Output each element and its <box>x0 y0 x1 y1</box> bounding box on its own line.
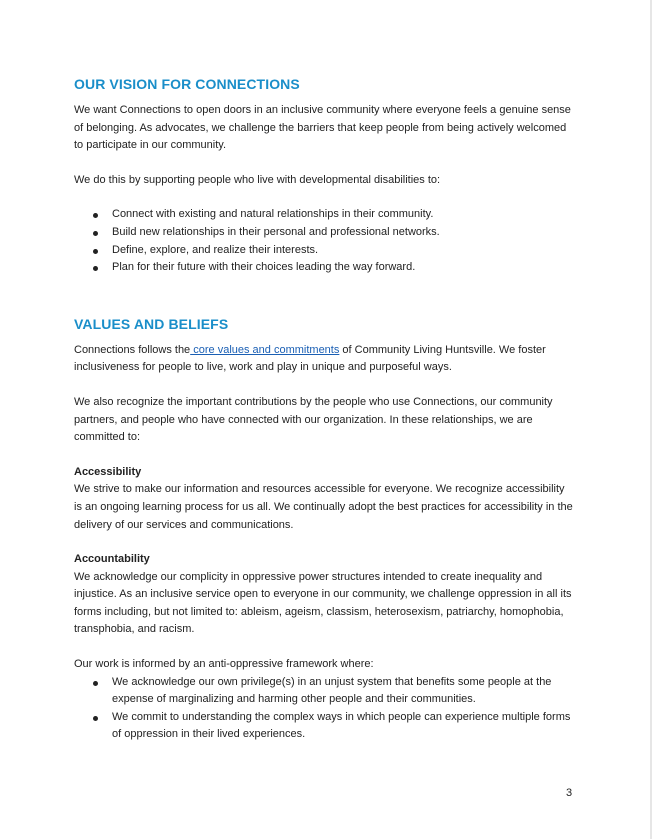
page-content <box>74 74 574 744</box>
values-intro-start: Connections follows the <box>74 343 191 356</box>
accessibility-text: We strive to make our information and resources accessible for everyone. We recognize accessibility is an ongoing learning process for us all. We continually adopt the best practices for accessibility in the delivery of our services and communications. <box>74 483 573 531</box>
values-heading: VALUES AND BELIEFS <box>74 315 229 332</box>
values-contributions: We also recognize the important contributions by the people who use Connections, our community partners, and people who have connected with our organization. In these relationships, we are committed to: <box>74 395 553 444</box>
vision-support-intro: We do this by supporting people who live with developmental disabilities to: <box>74 173 441 186</box>
accountability-text: We acknowledge our complicity in oppressive power structures intended to create inequality and injustice. As an inclusive service open to everyone in our community, we challenge oppression in all its forms including, but not limited to: ableism, ageism, classism, heterosexism, patriarchy, homophobia, transphobia, and racism. <box>74 570 572 636</box>
list-item: We commit to understanding the complex ways in which people can experience multiple forms of oppression in their lived experiences. <box>74 709 574 744</box>
accountability-heading: Accountability <box>74 553 150 566</box>
core-values-link[interactable]: core values and commitments <box>190 343 340 356</box>
list-item: Plan for their future with their choices leading the way forward. <box>74 259 574 277</box>
page-number: 3 <box>566 787 573 799</box>
list-item: Define, explore, and realize their interests. <box>74 242 574 260</box>
list-item: Build new relationships in their personal and professional networks. <box>74 224 574 242</box>
vision-heading: OUR VISION FOR CONNECTIONS <box>74 76 300 92</box>
values-intro <box>74 342 574 377</box>
values-intro-end: of Community Living Huntsville. We foster inclusiveness for people to live, work and play in unique and purposeful ways. <box>74 343 546 374</box>
list-item: Connect with existing and natural relationships in their community. <box>74 206 574 224</box>
framework-intro: Our work is informed by an anti-oppressive framework where: <box>74 658 374 671</box>
accessibility-heading: Accessibility <box>74 465 142 478</box>
vision-intro: We want Connections to open doors in an inclusive community where everyone feels a genuine sense of belonging. As advocates, we challenge the barriers that keep people from being actively welcomed to participate in our community. <box>74 104 571 152</box>
list-item: We acknowledge our own privilege(s) in an unjust system that benefits some people at the expense of marginalizing and harming other people and their communities. <box>74 674 574 709</box>
vision-bullet-list <box>74 206 574 276</box>
framework-bullet-list <box>74 674 574 744</box>
